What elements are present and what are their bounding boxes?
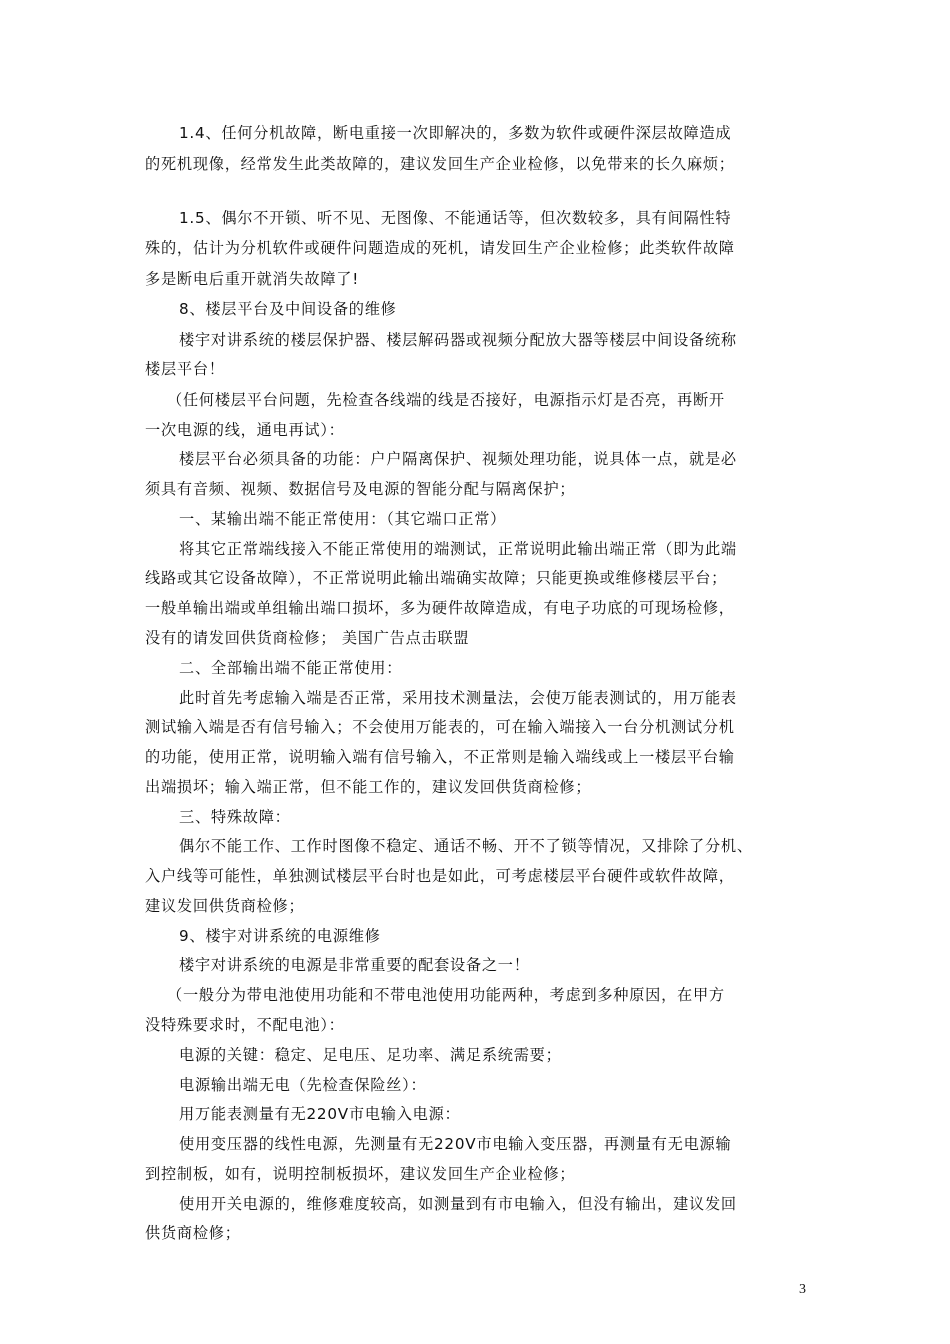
paragraph-line: 使用开关电源的，维修难度较高，如测量到有市电输入，但没有输出，建议发回	[179, 1195, 737, 1213]
paragraph-line: 建议发回供货商检修；	[145, 897, 305, 915]
paragraph-line: 出端损坏；输入端正常，但不能工作的，建议发回供货商检修；	[145, 778, 592, 796]
paragraph-line: 电源输出端无电（先检查保险丝）：	[179, 1076, 427, 1094]
paragraph-line: 一般单输出端或单组输出端口损坏，多为硬件故障造成，有电子功底的可现场检修，	[145, 599, 735, 617]
paragraph-line: 入户线等可能性，单独测试楼层平台时也是如此，可考虑楼层平台硬件或软件故障，	[145, 867, 735, 885]
paragraph-line: 的功能，使用正常，说明输入端有信号输入，不正常则是输入端线或上一楼层平台输	[145, 748, 735, 766]
paragraph-line: 1.4、任何分机故障，断电重接一次即解决的，多数为软件或硬件深层故障造成	[179, 124, 732, 142]
page-number: 3	[799, 1282, 806, 1297]
paragraph-line: （一般分为带电池使用功能和不带电池使用功能两种，考虑到多种原因，在甲方	[167, 986, 725, 1004]
section-heading: 8、楼层平台及中间设备的维修	[179, 300, 397, 318]
paragraph-line: 楼宇对讲系统的电源是非常重要的配套设备之一！	[179, 956, 530, 974]
paragraph-line: 的死机现像，经常发生此类故障的，建议发回生产企业检修，以免带来的长久麻烦；	[145, 155, 735, 173]
paragraph-line: 楼层平台必须具备的功能：户户隔离保护、视频处理功能，说具体一点，就是必	[179, 450, 737, 468]
paragraph-line: 线路或其它设备故障），不正常说明此输出端确实故障；只能更换或维修楼层平台；	[145, 569, 728, 587]
paragraph-line: 须具有音频、视频、数据信号及电源的智能分配与隔离保护；	[145, 480, 576, 498]
paragraph-line: 使用变压器的线性电源，先测量有无220V市电输入变压器，再测量有无电源输	[179, 1135, 732, 1153]
paragraph-line: 此时首先考虑输入端是否正常，采用技术测量法，会使万能表测试的，用万能表	[179, 689, 737, 707]
paragraph-line: 到控制板，如有，说明控制板损坏，建议发回生产企业检修；	[145, 1165, 576, 1183]
paragraph-line: （任何楼层平台问题，先检查各线端的线是否接好，电源指示灯是否亮，再断开	[167, 391, 725, 409]
paragraph-line: 多是断电后重开就消失故障了!	[145, 270, 360, 288]
paragraph-line: 偶尔不能工作、工作时图像不稳定、通话不畅、开不了锁等情况，又排除了分机、	[179, 837, 753, 855]
paragraph-line: 殊的，估计为分机软件或硬件问题造成的死机，请发回生产企业检修；此类软件故障	[145, 239, 735, 257]
paragraph-line: 楼宇对讲系统的楼层保护器、楼层解码器或视频分配放大器等楼层中间设备统称	[179, 331, 737, 349]
paragraph-line: 楼层平台！	[145, 360, 225, 378]
paragraph-line: 将其它正常端线接入不能正常使用的端测试，正常说明此输出端正常（即为此端	[179, 540, 737, 558]
paragraph-line: 电源的关键：稳定、足电压、足功率、满足系统需要；	[179, 1046, 562, 1064]
subsection-heading: 二、全部输出端不能正常使用：	[179, 659, 403, 677]
section-heading: 9、楼宇对讲系统的电源维修	[179, 927, 381, 945]
paragraph-line: 一次电源的线，通电再试）：	[145, 421, 345, 439]
subsection-heading: 三、特殊故障：	[179, 808, 291, 826]
subsection-heading: 一、某输出端不能正常使用：（其它端口正常）	[179, 510, 507, 528]
paragraph-line: 没特殊要求时，不配电池）：	[145, 1016, 345, 1034]
paragraph-line: 1.5、偶尔不开锁、听不见、无图像、不能通话等，但次数较多，具有间隔性特	[179, 209, 732, 227]
paragraph-line: 用万能表测量有无220V市电输入电源：	[179, 1105, 461, 1123]
paragraph-line: 没有的请发回供货商检修； 美国广告点击联盟	[145, 629, 470, 647]
paragraph-line: 供货商检修；	[145, 1224, 241, 1242]
paragraph-line: 测试输入端是否有信号输入；不会使用万能表的，可在输入端接入一台分机测试分机	[145, 718, 735, 736]
